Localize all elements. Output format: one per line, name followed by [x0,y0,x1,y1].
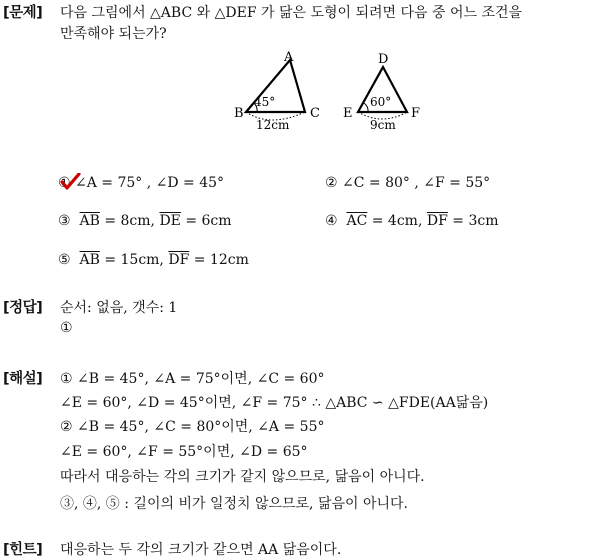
vertex-a: A [284,50,294,65]
question-line-1: 다음 그림에서 △ABC 와 △DEF 가 닮은 도형이 되려면 다음 중 어느 조건을 [60,5,523,21]
explanation-line-5: 따라서 대응하는 각의 크기가 같지 않으므로, 닮음이 아니다. [60,469,425,485]
explanation-line-6: ③, ④, ⑤ : 길이의 비가 일정치 않으므로, 닮음이 아니다. [60,496,409,512]
hint-text: 대응하는 두 각의 크기가 같으면 AA 닮음이다. [60,542,342,558]
choice-3-number: ③ [58,213,71,229]
check-mark-icon [59,173,81,191]
choice-2[interactable] [325,175,490,191]
vertex-c: C [310,106,320,121]
angle-e-label: 60° [370,95,392,109]
choice-5-value-1: = 15cm, [99,252,169,268]
choice-2-number: ② [325,175,338,191]
angle-b-label: 45° [254,95,276,109]
answer-line-2: ① [60,320,73,336]
explanation-label: [해설] [3,371,43,387]
vertex-d: D [378,52,389,67]
choice-3-value-1: = 8cm, [99,213,160,229]
choice-5-segment-2: $\overline{DF}$ [168,252,190,268]
answer-label: [정답] [3,300,43,316]
question-line-2: 만족해야 되는가? [60,26,167,42]
choice-1[interactable] [58,175,224,191]
explanation-line-2: ∠E = 60°, ∠D = 45°이면, ∠F = 75° ∴ △ABC ∽ △FDE(AA닮음) [60,395,489,411]
vertex-e: E [343,106,353,121]
choice-4[interactable] [325,213,498,229]
choice-4-segment-1: $\overline{AC}$ [346,213,368,229]
vertex-f: F [411,106,421,121]
answer-line-1: 순서: 없음, 갯수: 1 [60,300,178,316]
choice-5[interactable] [58,252,249,268]
choice-4-number: ④ [325,213,338,229]
vertex-b: B [234,106,244,121]
choice-3-segment-2: $\overline{DE}$ [159,213,181,229]
choice-3-segment-1: $\overline{AB}$ [79,213,100,229]
hint-label: [힌트] [3,542,43,558]
choice-1-number: ① [58,175,71,191]
explanation-line-1: ① ∠B = 45°, ∠A = 75°이면, ∠C = 60° [60,371,325,387]
choice-4-segment-2: $\overline{DF}$ [426,213,448,229]
choice-2-text: ∠C = 80° , ∠F = 55° [342,175,491,191]
choice-5-number: ⑤ [58,252,71,268]
choice-1-text: ∠A = 75° , ∠D = 45° [75,175,225,191]
choice-4-value-1: = 4cm, [367,213,427,229]
angle-e-arc [364,103,368,112]
explanation-line-4: ∠E = 60°, ∠F = 55°이면, ∠D = 65° [60,444,308,460]
explanation-line-3: ② ∠B = 45°, ∠C = 80°이면, ∠A = 55° [60,419,325,435]
side-ef-label: 9cm [370,118,396,132]
triangle-figure [220,46,430,134]
choice-5-segment-1: $\overline{AB}$ [79,252,100,268]
choice-3[interactable] [58,213,232,229]
side-bc-label: 12cm [256,118,290,132]
choice-4-value-2: = 3cm [447,213,499,229]
choice-5-value-2: = 12cm [189,252,249,268]
question-label: [문제] [3,5,43,21]
choice-3-value-2: = 6cm [180,213,232,229]
